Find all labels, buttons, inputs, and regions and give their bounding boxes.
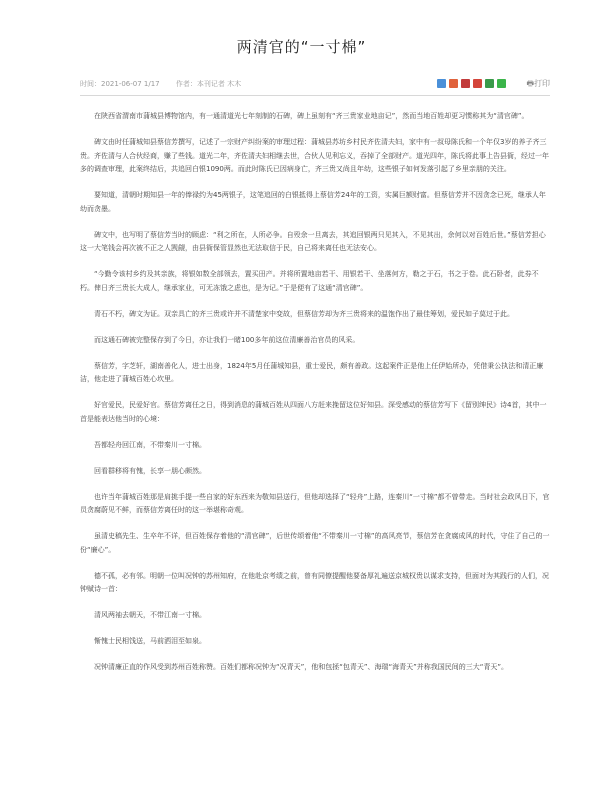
divider [80, 95, 550, 96]
paragraph: 虽清史稿先生、生卒年不详，但百姓保存着他的“清官碑”，后世传颂着他“不带秦川一寸棉”的高风亮节，蔡信芳在贪腐成风的时代，守住了自己的一份“廉心”。 [80, 532, 550, 554]
douban-icon[interactable] [485, 79, 494, 88]
poem-line: 吾都轻舟回江南，不带秦川一寸棉。 [94, 440, 206, 449]
paragraph: 蔡信芳，字芝轩，湖南善化人，进士出身，1824年5月任蒲城知县，重士爱民，颇有善政。这起案件正是他上任伊始所办，凭借秉公执法和清正廉洁，他走进了蒲城百姓心坎里。 [80, 361, 544, 383]
print-link[interactable] [526, 76, 550, 92]
paragraph: 德不孤，必有邻。明朝一位叫况钟的苏州知府，在他赴京考绩之前，曾有同僚提醒他要备厚礼遍送京城权贵以谋求支持，但面对为其践行的人们，况钟赋诗一首： [80, 571, 549, 593]
share-bar [437, 79, 506, 88]
paragraph: “今勤令该村乡约及其亲族，将银如数全部领去，置买田产。并将所置地亩若干、用银若干、坐落何方，勒之于石，书之于卷。此石卧者，此券不朽。俾日齐三贵长大成人，继承家业，可无冻饿之虑也，是为记。”于是便有了这通“清官碑”。 [80, 270, 539, 292]
article-author: 作者：本刊记者 木木 [175, 80, 242, 88]
renren-icon[interactable] [461, 79, 470, 88]
poem-line: 清风两袖去朝天，不带江南一寸棉。 [94, 611, 206, 619]
paragraph: 要知道，清朝时期知县一年的俸禄约为45两银子，这笔追回的白银抵得上蔡信芳24年的工资，实属巨额财富。但蔡信芳并不因贪念已死，继承人年幼而贪墨。 [80, 191, 546, 213]
paragraph: 况钟清廉正直的作风受到苏州百姓称赞。百姓们都称况钟为“况青天”，他和包拯“包青天”、海瑞“海青天”并称我国民间的三大“青天”。 [94, 663, 509, 671]
paragraph: 也许当年蒲城百姓那是肩挑手提一些自家的好东西来为敬知县送行，但他却选择了“轻舟”上路，连秦川“一寸棉”都不曾带走。当时社会政风日下，官员贪腐蔚见不鲜，而蔡信芳离任时的这一举堪称奇观。 [80, 492, 550, 514]
qzone-icon[interactable] [437, 79, 446, 88]
publish-time: 时间：2021-06-07 1/17 [80, 80, 160, 88]
paragraph: 而这通石碑被完整保存到了今日，亦让我们一睹100多年前这位清廉善治官员的风采。 [94, 335, 360, 344]
printer-icon: 🖶 [526, 79, 534, 88]
article-title: 两清官的“一寸棉” [236, 38, 367, 56]
kaixin-icon[interactable] [473, 79, 482, 88]
wechat-icon[interactable] [497, 79, 506, 88]
paragraph: 碑文由时任蒲城知县蔡信芳撰写，记述了一宗财产纠纷案的审理过程：蒲城县苏坊乡村民齐佐清夫妇，家中有一叔母陈氏和一个年仅3岁的养子齐三贵。齐佐清与人合伙经商，赚了些钱。道光二年，齐佐清夫妇相继去世，合伙人见利忘义，吞掉了全部财产。道光四年，陈氏将此事上告县衙，经过一年多的调查审理，此案终结后，共追回白银1090两。而此时陈氏已因病身亡，齐三贵又尚且年幼，这些银子如何发落引起了乡里亲朋的关注。 [80, 138, 549, 173]
print-label: 打印 [534, 79, 550, 88]
poem-line: 回看群移将有愧，长享一朋心颇然。 [94, 466, 206, 475]
article-body [80, 110, 550, 687]
paragraph: 在陕西省渭南市蒲城县博物馆内，有一通清道光七年刻制的石碑，碑上虽刻有“齐三贵家业地亩记”，然而当地百姓却更习惯称其为“清官碑”。 [94, 112, 529, 120]
poem-line: 惭愧士民相饯送，马前洒泪至如泉。 [94, 637, 206, 645]
paragraph: 碑文中，也写明了蔡信芳当时的顾虑：“利之所在，人所必争。自殁余一旦离去，其追回银两只见其入，不见其出，余何以对百姓后世。”蔡信芳担心这一大笔钱会再次被不正之人觊觎，由县衙保管显然也无法取信于民，自己将来离任也无法安心。 [80, 230, 546, 252]
paragraph: 青石不朽，碑文为证。双亲具亡的齐三贵或许并不清楚家中变故，但蔡信芳却为齐三贵将来的温饱作出了最佳筹划，爱民如子莫过于此。 [94, 309, 514, 318]
paragraph: 好官爱民，民爱好官。蔡信芳离任之日，得到消息的蒲城百姓从四面八方赶来挽留这位好知县。深受感动的蔡信芳写下《留别绅民》诗4首，其中一首是能表达他当时的心境： [80, 401, 547, 423]
article-meta [80, 76, 550, 92]
weibo-icon[interactable] [449, 79, 458, 88]
